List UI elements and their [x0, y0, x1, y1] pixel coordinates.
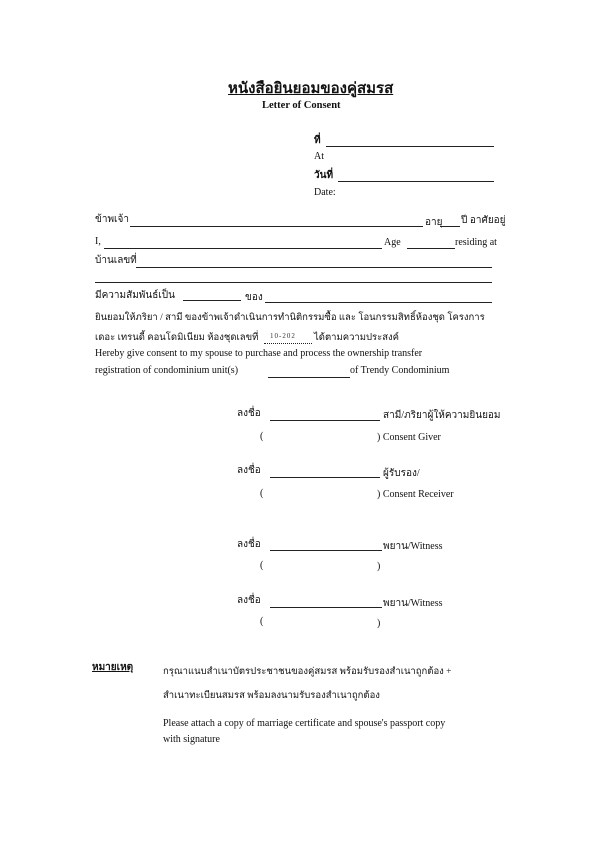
condominium-unit-field-line[interactable]	[268, 377, 350, 378]
unit-number-field-line[interactable]	[264, 343, 312, 344]
name-paren-open: (	[260, 431, 264, 442]
name-paren-open: (	[260, 488, 264, 499]
name-field-line[interactable]	[130, 226, 423, 227]
consent-giver-name-label: ) Consent Giver	[377, 432, 441, 443]
note-text-thai-line2: สำเนาทะเบียนสมรส พร้อมลงนามรับรองสำเนาถูกต้อง	[163, 691, 380, 701]
note-text-english-line2: with signature	[163, 734, 220, 745]
document-title-english: Letter of Consent	[262, 100, 341, 111]
address-field-line-2[interactable]	[95, 282, 492, 283]
age-label-thai: อายุ	[425, 217, 443, 228]
consent-receiver-name-label: ) Consent Receiver	[377, 489, 454, 500]
note-text-thai-line1: กรุณาแนบสำเนาบัตรประชาชนของคู่สมรส พร้อมรับรองสำเนาถูกต้อง +	[163, 667, 452, 677]
of-label-thai: ของ	[245, 292, 263, 303]
residing-label-english: residing at	[455, 237, 497, 248]
relationship-of-field-line[interactable]	[265, 302, 492, 303]
name-paren-close: )	[377, 618, 381, 629]
age-field-line-english[interactable]	[407, 248, 455, 249]
document-title-thai: หนังสือยินยอมของคู่สมรส	[228, 81, 394, 97]
consent-text-thai-line2a: เดอะ เทรนดี้ คอนโดมิเนียม ห้องชุดเลขที่	[95, 333, 259, 343]
name-field-line-english[interactable]	[104, 248, 382, 249]
consent-text-english-line1: Hereby give consent to my spouse to purchase and process the ownership transfer	[95, 348, 423, 359]
place-label-english: At	[314, 151, 324, 162]
signature-label: ลงชื่อ	[237, 595, 261, 606]
unit-number-handwritten: 10-202	[270, 332, 296, 340]
place-field-line[interactable]	[326, 146, 494, 147]
years-residing-label-thai: ปี อาศัยอยู่	[461, 215, 506, 226]
name-paren-open: (	[260, 616, 264, 627]
consent-text-thai-line2b: ได้ตามความประสงค์	[314, 333, 400, 343]
witness-2-role: พยาน/Witness	[383, 598, 443, 609]
name-paren-close: )	[377, 561, 381, 572]
signature-label: ลงชื่อ	[237, 539, 261, 550]
signature-label: ลงชื่อ	[237, 465, 261, 476]
relationship-label-thai: มีความสัมพันธ์เป็น	[95, 290, 175, 301]
witness-1-role: พยาน/Witness	[383, 541, 443, 552]
age-label-english: Age	[384, 237, 401, 248]
consent-receiver-signature-line[interactable]	[270, 477, 380, 478]
witness-1-signature-line[interactable]	[270, 550, 382, 551]
consent-text-thai-line1: ยินยอมให้ภริยา / สามี ของข้าพเจ้าดำเนินการทำนิติกรรมซื้อ และ โอนกรรมสิทธิ์ห้องชุด โครงการ	[95, 313, 485, 323]
consent-giver-signature-line[interactable]	[270, 420, 380, 421]
date-label-thai: วันที่	[314, 170, 334, 181]
consent-text-english-line2a: registration of condominium unit(s)	[95, 365, 239, 376]
i-label-english: I,	[95, 236, 101, 247]
consent-receiver-role: ผู้รับรอง/	[383, 468, 420, 479]
consent-text-english-line2b: of Trendy Condominium	[350, 365, 450, 376]
note-label: หมายเหตุ	[92, 662, 134, 673]
place-label-thai: ที่	[314, 135, 321, 146]
date-label-english: Date:	[314, 187, 336, 198]
signature-label: ลงชื่อ	[237, 408, 261, 419]
date-field-line[interactable]	[338, 181, 494, 182]
age-field-line[interactable]	[440, 226, 460, 227]
relationship-field-line[interactable]	[183, 300, 241, 301]
house-number-label-thai: บ้านเลขที่	[95, 255, 137, 266]
name-paren-open: (	[260, 560, 264, 571]
note-text-english-line1: Please attach a copy of marriage certificate and spouse's passport copy	[163, 718, 446, 729]
witness-2-signature-line[interactable]	[270, 607, 382, 608]
i-label-thai: ข้าพเจ้า	[95, 214, 129, 225]
address-field-line[interactable]	[136, 267, 492, 268]
consent-giver-role: สามี/ภริยาผู้ให้ความยินยอม	[383, 410, 501, 421]
